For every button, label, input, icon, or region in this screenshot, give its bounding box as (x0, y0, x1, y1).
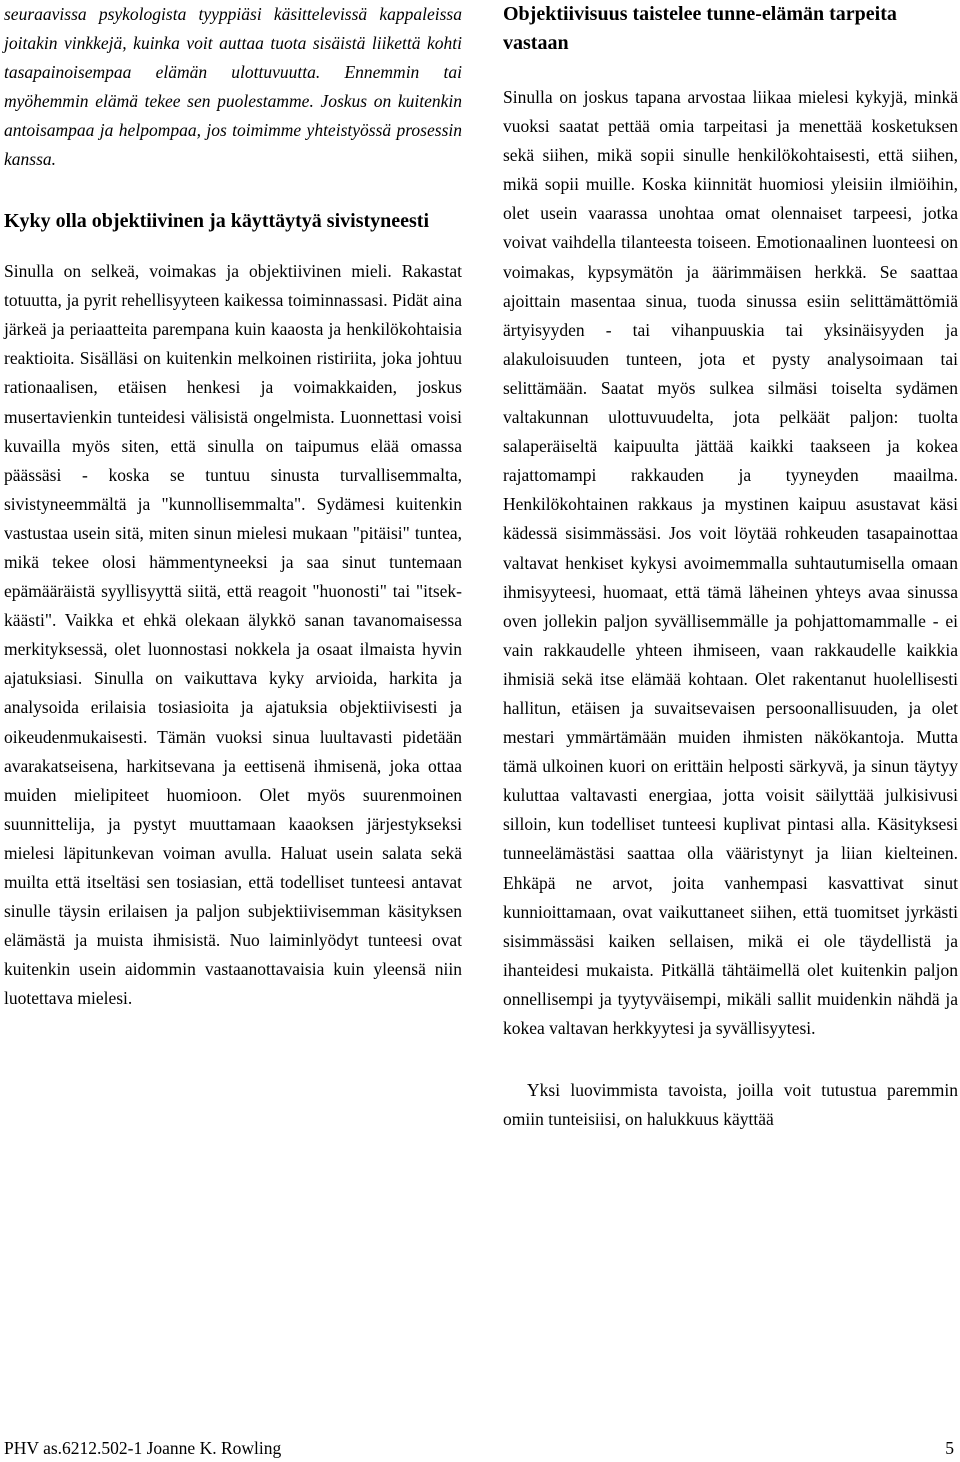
body-paragraph-emotions: Sinulla on joskus tapana arvostaa liikaa mielesi kykyjä, minkä vuoksi saatat pettää omia tarpeitasi ja menettää kosketuksen sekä siihen, mikä sopii sinulle henkilökohtaisesti, että siihen, mikä sopii muille. Koska kiinnität huomiosi yleisiin ilmiöihin, olet usein vaarassa unohtaa omat olennaiset tarpeesi, jotka voivat vaihdella tilanteesta toiseen. Emotionaalinen luonteesi on voimakas, kypsymätön ja äärimmäisen herkkä. Se saattaa ajoittain masentaa sinua, tuoda sinussa esiin selittämättömiä ärtyisyyden - tai vihanpuuskia tai yksinäisyyden ja alakuloisuuden tunteen, jota et pysty analysoimaan tai selittämään. Saatat myös sulkea silmäsi toiselta sydämen valtakunnan ulottuvuudelta, jota pelkäät paljon: tuolta salaperäiseltä kaipuulta jättää kaikki taakseen ja kokea rajattomampi rakkauden ja tyyneyden maailma. Henkilökohtainen rakkaus ja mystinen kaipuu asustavat käsi kädessä sisimmässäsi. Jos voit löytää rohkeuden tasapainottaa valtavat henkiset kykysi avoimemmalla suhtautumisella omaan ihmisyyteesi, huomaat, että tämä läheinen yhteys avaa sinussa oven jollekin paljon syvällisemmälle ja pohjattomammalle - ei vain rakkaudelle yhteen ihmiseen, vaan rakkaudelle kaikkia ihmisiä sekä itse elämää kohtaan. Olet rakentanut huolellisesti hallitun, etäisen ja suvaitsevaisen persoonallisuuden, ja olet mestari ymmärtämään muiden ihmisten näkökantoja. Mutta tämä ulkoinen kuori on erittäin helposti särkyvä, ja sinun täytyy kuluttaa valtavasti energiaa, jotta voisit säilyttää julkisivusi silloin, kun todelliset tunteesi kuplivat pintasi alla. Käsityksesi tunneelämästäsi saattaa olla vääristynyt ja liian kielteinen. Ehkäpä ne arvot, joita vanhempasi kasvattivat sinut kunnioittamaan, ovat vaikuttaneet siihen, että tuomitset jyrkästi sisimmässäsi kaiken sellaisen, mikä ei ole täydellistä ja ihanteidesi mukaista. Pitkällä tähtäimellä olet kuitenkin paljon onnellisempi ja tyytyväisempi, mikäli sallit muidenkin nähdä ja kokea valtavan herkkyytesi ja syvällisyytesi. (503, 87, 958, 1038)
left-column (4, 0, 462, 1014)
right-column (503, 0, 958, 1134)
section-heading-emotions: Objektiivisuus taistelee tunne-elämän tarpeita vastaan (503, 3, 897, 54)
body-paragraph-objectivity: Sinulla on selkeä, voimakas ja objektiivinen mieli. Rakastat totuutta, ja pyrit rehellisyyteen kaikessa toiminnassasi. Pidät aina järkeä ja periaatteita parempana kuin kaaosta ja henkilökohtaisia reaktioita. Sisälläsi on kuitenkin melkoinen ristiriita, joka johtuu rationaalisen, etäisen henkesi ja voimakkaiden, joskus musertavienkin tunteidesi välisistä ongelmista. Luonnettasi voisi kuvailla myös siten, että sinulla on taipumus elää omassa päässäsi - koska se tuntuu sinusta turvallisemmalta, sivistyneemmältä ja "kunnollisemmalta". Sydämesi kuitenkin vastustaa usein sitä, miten sinun mielesi mukaan "pitäisi" tuntea, mikä tekee olosi hämmentyneeksi ja saa sinut tuntemaan epämääräistä syyllisyyttä siitä, että reagoit "huonosti" tai "itsekkäästi". Vaikka et ehkä olekaan älykkö sanan tavanomaisessa merkityksessä, olet luonnostasi nokkela ja osaat ilmaista hyvin ajatuksiasi. Sinulla on vaikuttava kyky arvioida, harkita ja analysoida erilaisia tosiasioita ja ajatuksia objektiivisesti ja oikeudenmukaisesti. Tämän vuoksi sinua luultavasti pidetään avarakatseisena, harkitsevana ja eettisenä ihmisenä, joka ottaa muiden mielipiteet huomioon. Olet myös suurenmoinen suunnittelija, ja pystyt muuttamaan kaaoksen järjestykseksi mielesi läpitunkevan voiman avulla. Haluat usein salata sekä muilta että itseltäsi sen tosiasian, että todelliset tunteesi antavat sinulle täysin erilaisen ja paljon subjektiivisemman käsityksen elämästä ja muista ihmisistä. Nuo laiminlyödyt tunteesi ovat kuitenkin usein aidommin vastaanottavaisia kuin yleensä niin luotettava mielesi. (4, 261, 462, 1009)
body-paragraph-continuation: Yksi luovimmista tavoista, joilla voit tutustua paremmin omiin tunteisiisi, on halukkuus käyttää (503, 1080, 958, 1130)
page-number: 5 (945, 1438, 954, 1458)
section-heading-objectivity: Kyky olla objektiivinen ja käyttäytyä sivistyneesti (4, 209, 430, 232)
footer-document-id: PHV as.6212.502-1 Joanne K. Rowling (4, 1438, 282, 1458)
intro-paragraph: seuraavissa psykologista tyyppiäsi käsittelevissä kappaleissa joitakin vinkkejä, kuinka voit auttaa tuota sisäistä liikettä kohti tasapainoisempaa elämän ulottuvuutta. Ennemmin tai myöhemmin elämä tekee sen puolestamme. Joskus on kuitenkin antoisampaa ja helpompaa, jos toimimme yhteistyössä prosessin kanssa. (4, 4, 462, 170)
